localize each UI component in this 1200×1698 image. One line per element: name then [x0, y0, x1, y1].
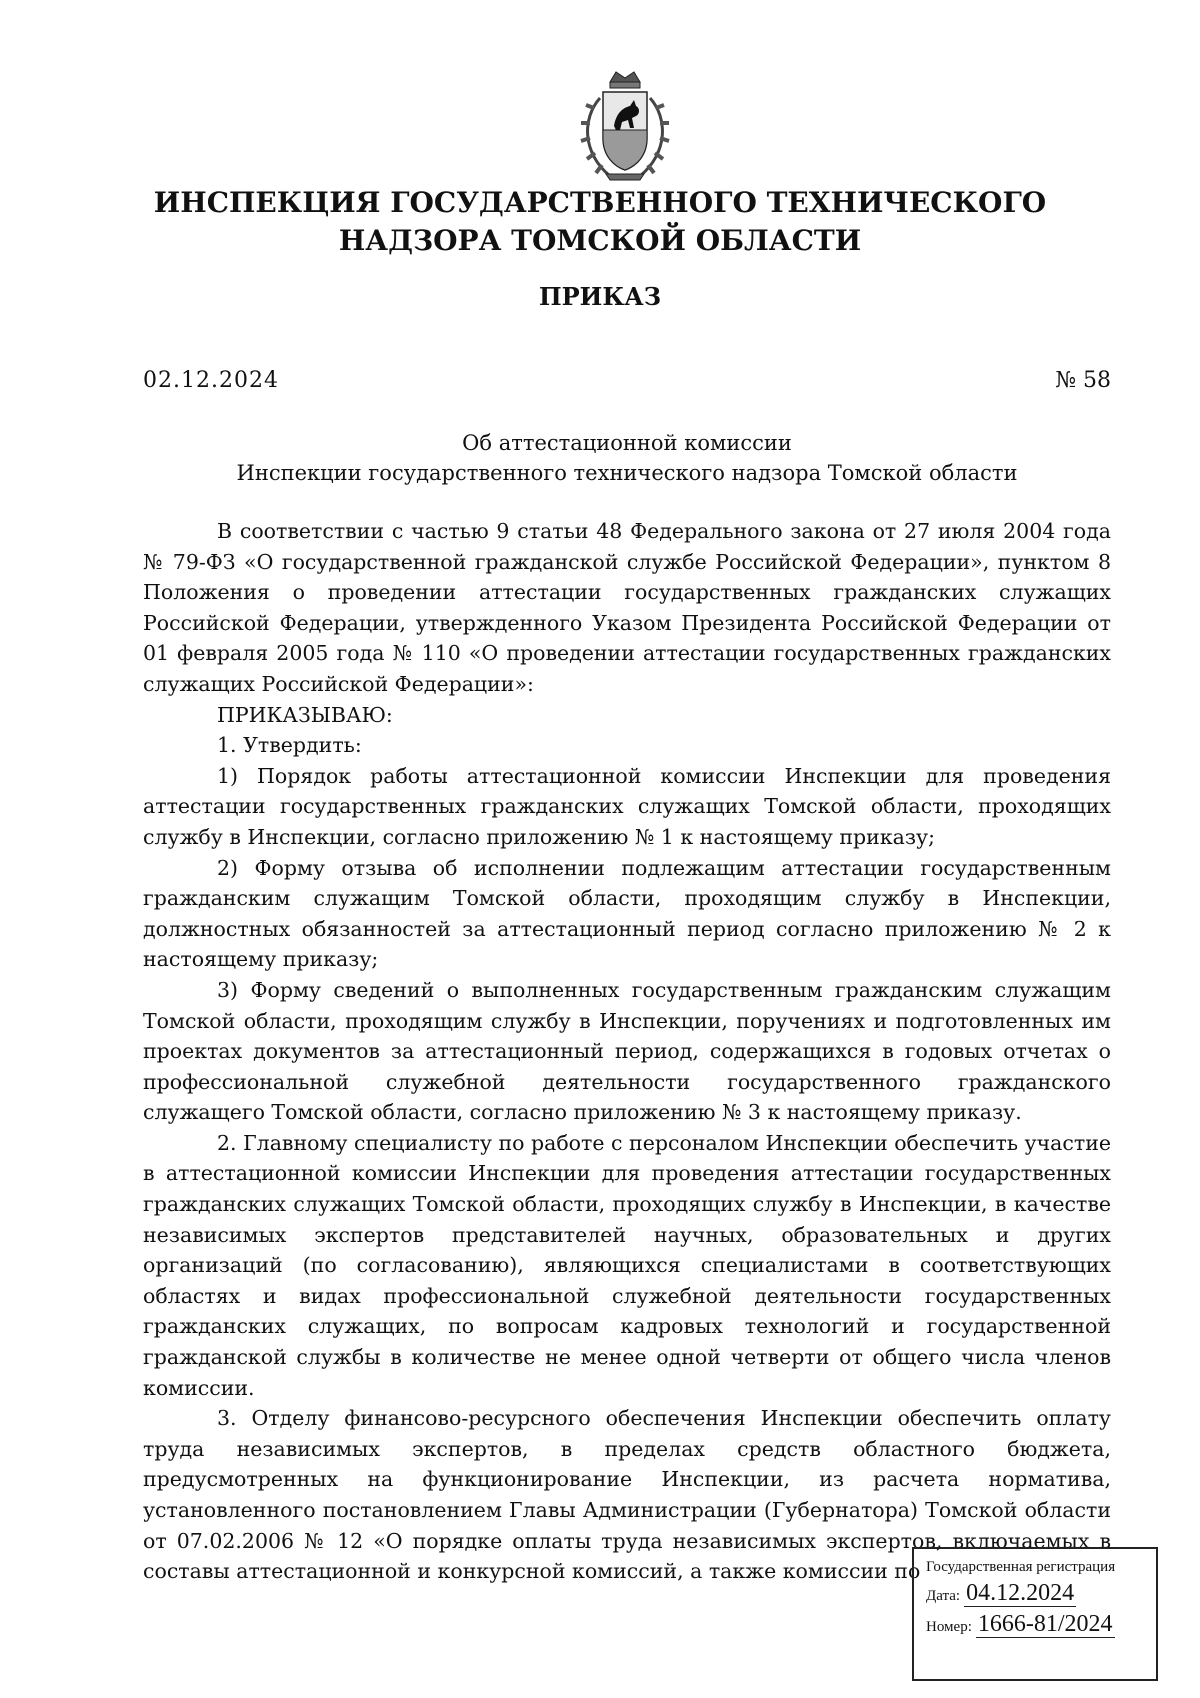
clause-1: 1. Утвердить: — [217, 733, 362, 758]
registration-date-value: 04.12.2024 — [966, 1580, 1075, 1606]
order-number: № 58 — [1055, 368, 1111, 393]
order-date: 02.12.2024 — [143, 368, 279, 393]
organization-title-line: НАДЗОРА ТОМСКОЙ ОБЛАСТИ — [338, 224, 862, 257]
registration-date-label: Дата: — [926, 1588, 961, 1604]
registration-number-line — [926, 1611, 1146, 1638]
clause-1-item-2: 2) Форму отзыва об исполнении подлежащим аттестации государственным гражданским служащим Томской области, проходящим службу в Инспекции, должностных обязанностей за аттестационный период согласно приложению № 2 к настоящему приказу; — [143, 855, 1111, 972]
registration-number-value: 1666-81/2024 — [977, 1611, 1113, 1637]
preamble-paragraph: В соответствии с частью 9 статьи 48 Федерального закона от 27 июля 2004 года № 79-ФЗ «О государственной гражданской службе Российской Федерации», пунктом 8 Положения о проведении аттестации государственных гражданских служащих Российской Федерации, утвержденного Указом Президента Российской Федерации от 01 февраля 2005 года № 110 «О проведении аттестации государственных гражданских служащих Российской Федерации»: — [143, 519, 1111, 696]
order-directive: ПРИКАЗЫВАЮ: — [217, 702, 393, 727]
registration-stamp — [912, 1547, 1158, 1681]
clause-3: 3. Отделу финансово-ресурсного обеспечения Инспекции обеспечить оплату труда независимых экспертов, в пределах средств областного бюджета, предусмотренных на функционирование Инспекции, из расчета норматива, установленного постановлением Главы Администрации (Губернатора) Томской области от 07.02.2006 № 12 «О порядке оплаты труда независимых экспертов, включаемых в составы аттестационной и конкурсной комиссий, а также комиссии по — [143, 1406, 1111, 1584]
clause-1-item-3: 3) Форму сведений о выполненных государственным гражданским служащим Томской области, проходящим службу в Инспекции, поручениях и подготовленных им проектах документов за аттестационный период, содержащихся в годовых отчетах о профессиональной служебной деятельности государственного гражданского служащего Томской области, согласно приложению № 3 к настоящему приказу. — [143, 977, 1111, 1125]
order-subject-line: Об аттестационной комиссии — [462, 431, 792, 455]
order-body — [143, 516, 1111, 1587]
clause-1-item-1: 1) Порядок работы аттестационной комиссии Инспекции для проведения аттестации государственных гражданских служащих Томской области, проходящих службу в Инспекции, согласно приложению № 1 к настоящему приказу; — [143, 763, 1111, 849]
registration-date-line — [926, 1580, 1146, 1607]
registration-number-label: Номер: — [926, 1619, 972, 1635]
clause-2: 2. Главному специалисту по работе с персоналом Инспекции обеспечить участие в аттестационной комиссии Инспекции для проведения аттестации государственных гражданских служащих Томской области, проходящих службу в Инспекции, в качестве независимых экспертов представителей научных, образовательных и других организаций (по согласованию), являющихся специалистами в соответствующих областях и видах профессиональной служебной деятельности государственных гражданских служащих, по вопросам кадровых технологий и государственной гражданской службы в количестве не менее одной четверти от общего числа членов комиссии. — [143, 1130, 1111, 1400]
organization-title-line: ИНСПЕКЦИЯ ГОСУДАРСТВЕННОГО ТЕХНИЧЕСКОГО — [153, 186, 1047, 219]
tomsk-region-coat-of-arms-icon — [570, 68, 680, 188]
order-subject-line: Инспекции государственного технического надзора Томской области — [236, 461, 1018, 485]
order-subject — [143, 428, 1111, 488]
document-type-heading: ПРИКАЗ — [538, 282, 662, 311]
registration-stamp-title: Государственная регистрация — [926, 1559, 1116, 1575]
organization-title — [120, 184, 1080, 260]
